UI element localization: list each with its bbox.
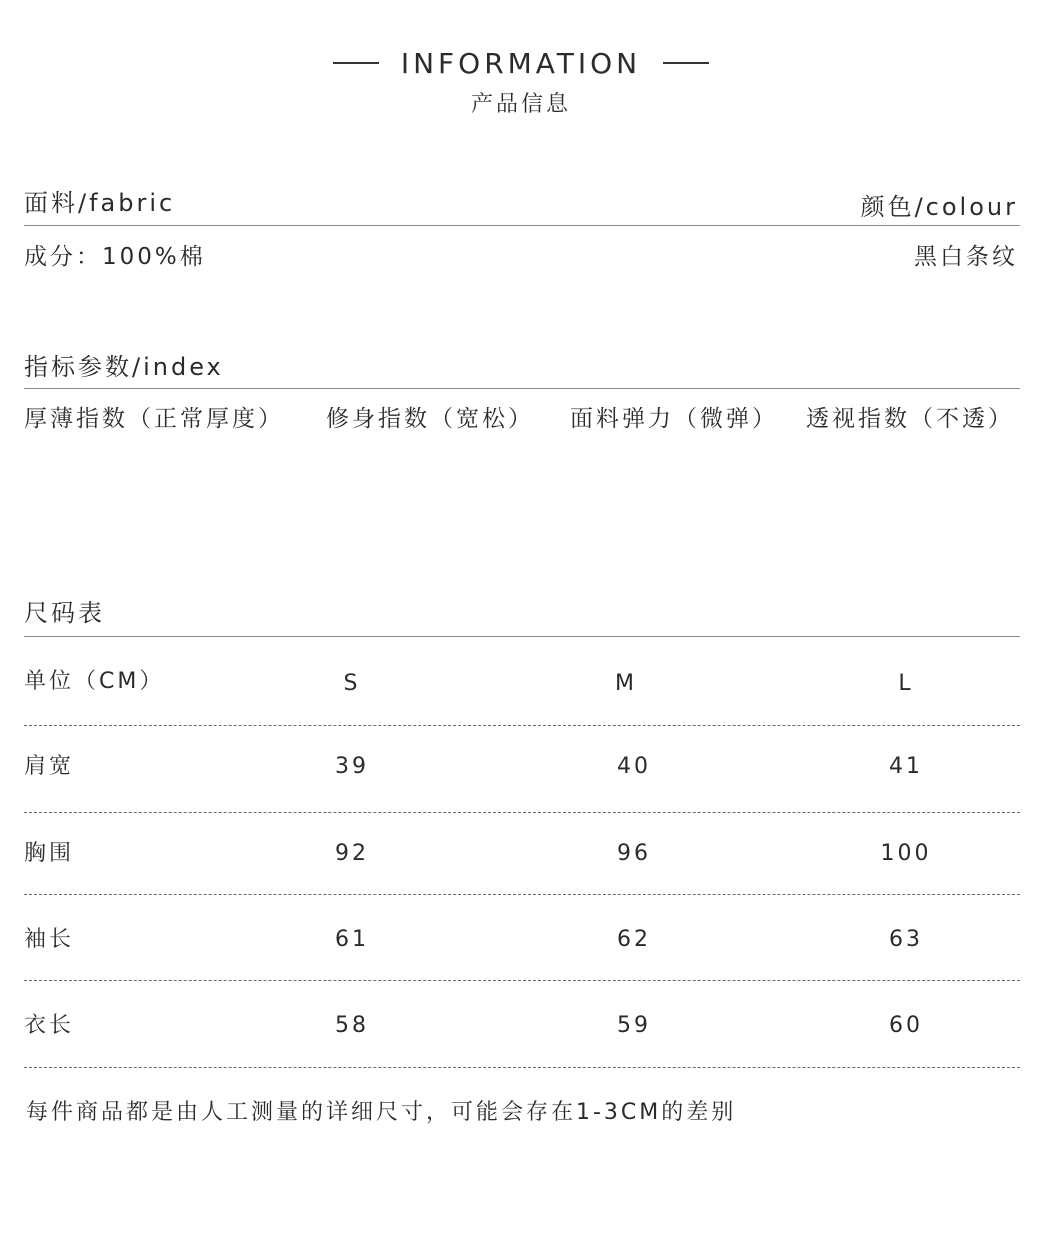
cell-shoulder-m: 40 — [617, 754, 651, 779]
measurement-footnote: 每件商品都是由人工测量的详细尺寸，可能会存在1-3CM的差别 — [26, 1100, 737, 1125]
index-label: 指标参数/index — [24, 353, 224, 381]
cell-length-m: 59 — [617, 1013, 651, 1038]
size-table-title: 尺码表 — [24, 599, 105, 627]
row-label-chest: 胸围 — [24, 841, 75, 866]
row-label-sleeve: 袖长 — [24, 927, 75, 952]
header-title-row — [0, 44, 1042, 84]
fabric-label: 面料/fabric — [24, 189, 176, 217]
row-divider — [24, 894, 1020, 895]
row-label-shoulder: 肩宽 — [24, 754, 75, 779]
cell-chest-m: 96 — [617, 841, 651, 866]
cell-sleeve-m: 62 — [617, 927, 651, 952]
colour-value: 黑白条纹 — [914, 244, 1018, 270]
cell-sleeve-s: 61 — [335, 927, 369, 952]
row-divider — [24, 725, 1020, 726]
page-subtitle: 产品信息 — [470, 92, 571, 117]
cell-shoulder-s: 39 — [335, 754, 369, 779]
page-title: INFORMATION — [400, 47, 642, 80]
cell-sleeve-l: 63 — [889, 927, 923, 952]
size-header-m: M — [615, 671, 637, 696]
cell-shoulder-l: 41 — [889, 754, 923, 779]
fabric-divider — [24, 225, 1020, 226]
fabric-value: 成分：100%棉 — [24, 244, 206, 270]
left-divider — [333, 62, 379, 64]
size-table-divider — [24, 636, 1020, 637]
cell-length-s: 58 — [335, 1013, 369, 1038]
row-label-length: 衣长 — [24, 1013, 75, 1038]
thickness-index: 厚薄指数（正常厚度） — [24, 406, 284, 432]
row-divider — [24, 812, 1020, 813]
colour-label: 颜色/colour — [860, 193, 1018, 221]
transparency-index: 透视指数（不透） — [806, 406, 1014, 432]
unit-header: 单位（CM） — [24, 669, 165, 694]
size-header-s: S — [343, 671, 361, 696]
cell-chest-s: 92 — [335, 841, 369, 866]
row-divider — [24, 980, 1020, 981]
cell-chest-l: 100 — [880, 841, 932, 866]
index-divider — [24, 388, 1020, 389]
elasticity-index: 面料弹力（微弹） — [570, 406, 778, 432]
row-divider — [24, 1067, 1020, 1068]
fit-index: 修身指数（宽松） — [326, 406, 534, 432]
size-header-l: L — [898, 671, 914, 696]
right-divider — [663, 62, 709, 64]
cell-length-l: 60 — [889, 1013, 923, 1038]
